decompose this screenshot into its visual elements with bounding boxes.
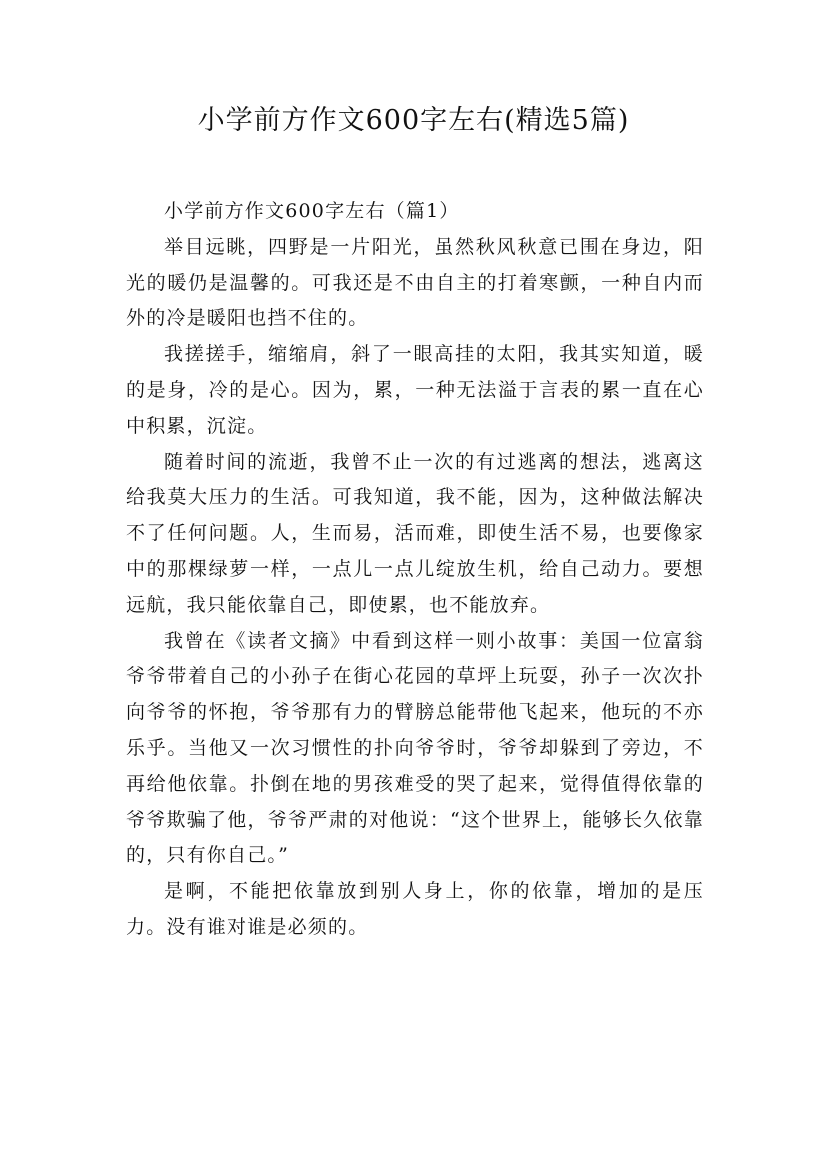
paragraph-1: 举目远眺，四野是一片阳光，虽然秋风秋意已围在身边，阳光的暖仍是温馨的。可我还是不由自主的打着寒颤，一种自内而外的冷是暖阳也挡不住的。: [126, 235, 704, 330]
document-title: 小学前方作文600字左右(精选5篇): [197, 105, 630, 136]
paragraph-2: 我搓搓手，缩缩肩，斜了一眼高挂的太阳，我其实知道，暖的是身，冷的是心。因为，累，一种无法溢于言表的累一直在心中积累，沉淀。: [126, 343, 704, 437]
paragraph-3: 随着时间的流逝，我曾不止一次的有过逃离的想法，逃离这给我莫大压力的生活。可我知道，我不能，因为，这种做法解决不了任何问题。人，生而易，活而难，即使生活不易，也要像家中的那棵绿萝一样，一点儿一点儿绽放生机，给自己动力。要想远航，我只能依靠自己，即使累，也不能放弃。: [126, 450, 704, 616]
paragraph-4: 我曾在《读者文摘》中看到这样一则小故事：美国一位富翁爷爷带着自己的小孙子在街心花园的草坪上玩耍，孙子一次次扑向爷爷的怀抱，爷爷那有力的臂膀总能带他飞起来，他玩的不亦乐乎。当他又一次习惯性的扑向爷爷时，爷爷却躲到了旁边，不再给他依靠。扑倒在地的男孩难受的哭了起来，觉得值得依靠的爷爷欺骗了他，爷爷严肃的对他说：“这个世界上，能够长久依靠的，只有你自己。”: [126, 629, 704, 867]
document-body: [126, 194, 704, 946]
section-heading: 小学前方作文600字左右（篇1）: [164, 200, 460, 222]
paragraph-5: 是啊，不能把依靠放到别人身上，你的依靠，增加的是压力。没有谁对谁是必须的。: [126, 880, 704, 938]
